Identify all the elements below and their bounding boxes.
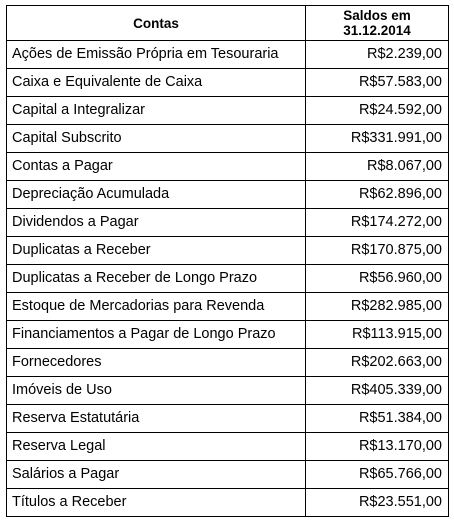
table-row — [7, 321, 449, 349]
account-name-cell: Reserva Estatutária — [7, 405, 306, 433]
balance-value-cell: R$113.915,00 — [306, 321, 449, 349]
balance-value-cell: R$405.339,00 — [306, 377, 449, 405]
table-row — [7, 433, 449, 461]
table-row — [7, 377, 449, 405]
account-name-cell: Capital Subscrito — [7, 125, 306, 153]
column-header-balance — [306, 6, 449, 41]
balance-value-cell: R$202.663,00 — [306, 349, 449, 377]
table-row — [7, 405, 449, 433]
account-name-cell: Caixa e Equivalente de Caixa — [7, 69, 306, 97]
balance-value-cell: R$2.239,00 — [306, 41, 449, 69]
table-row — [7, 293, 449, 321]
account-name-cell: Duplicatas a Receber de Longo Prazo — [7, 265, 306, 293]
balance-value-cell: R$282.985,00 — [306, 293, 449, 321]
balance-value-cell: R$23.551,00 — [306, 489, 449, 517]
column-header-balance-line1: Saldos em — [343, 8, 411, 23]
balance-value-cell: R$57.583,00 — [306, 69, 449, 97]
table-row — [7, 97, 449, 125]
account-name-cell: Contas a Pagar — [7, 153, 306, 181]
table-row — [7, 209, 449, 237]
account-name-cell: Imóveis de Uso — [7, 377, 306, 405]
account-name-cell: Estoque de Mercadorias para Revenda — [7, 293, 306, 321]
balance-value-cell: R$331.991,00 — [306, 125, 449, 153]
balance-value-cell: R$8.067,00 — [306, 153, 449, 181]
table-row — [7, 41, 449, 69]
balance-table-container — [6, 5, 448, 517]
account-name-cell: Títulos a Receber — [7, 489, 306, 517]
account-name-cell: Capital a Integralizar — [7, 97, 306, 125]
table-header-row — [7, 6, 449, 41]
column-header-balance-line2: 31.12.2014 — [343, 23, 411, 38]
table-row — [7, 153, 449, 181]
account-name-cell: Salários a Pagar — [7, 461, 306, 489]
table-row — [7, 489, 449, 517]
balance-value-cell: R$51.384,00 — [306, 405, 449, 433]
table-row — [7, 69, 449, 97]
table-row — [7, 349, 449, 377]
balance-value-cell: R$56.960,00 — [306, 265, 449, 293]
account-name-cell: Reserva Legal — [7, 433, 306, 461]
table-body — [7, 41, 449, 517]
account-name-cell: Duplicatas a Receber — [7, 237, 306, 265]
balance-table — [6, 5, 449, 517]
table-row — [7, 181, 449, 209]
column-header-account: Contas — [7, 6, 306, 41]
table-row — [7, 125, 449, 153]
table-row — [7, 461, 449, 489]
balance-value-cell: R$13.170,00 — [306, 433, 449, 461]
balance-value-cell: R$170.875,00 — [306, 237, 449, 265]
table-row — [7, 237, 449, 265]
account-name-cell: Fornecedores — [7, 349, 306, 377]
account-name-cell: Ações de Emissão Própria em Tesouraria — [7, 41, 306, 69]
balance-value-cell: R$65.766,00 — [306, 461, 449, 489]
account-name-cell: Dividendos a Pagar — [7, 209, 306, 237]
account-name-cell: Depreciação Acumulada — [7, 181, 306, 209]
balance-value-cell: R$24.592,00 — [306, 97, 449, 125]
balance-value-cell: R$62.896,00 — [306, 181, 449, 209]
account-name-cell: Financiamentos a Pagar de Longo Prazo — [7, 321, 306, 349]
table-row — [7, 265, 449, 293]
balance-value-cell: R$174.272,00 — [306, 209, 449, 237]
